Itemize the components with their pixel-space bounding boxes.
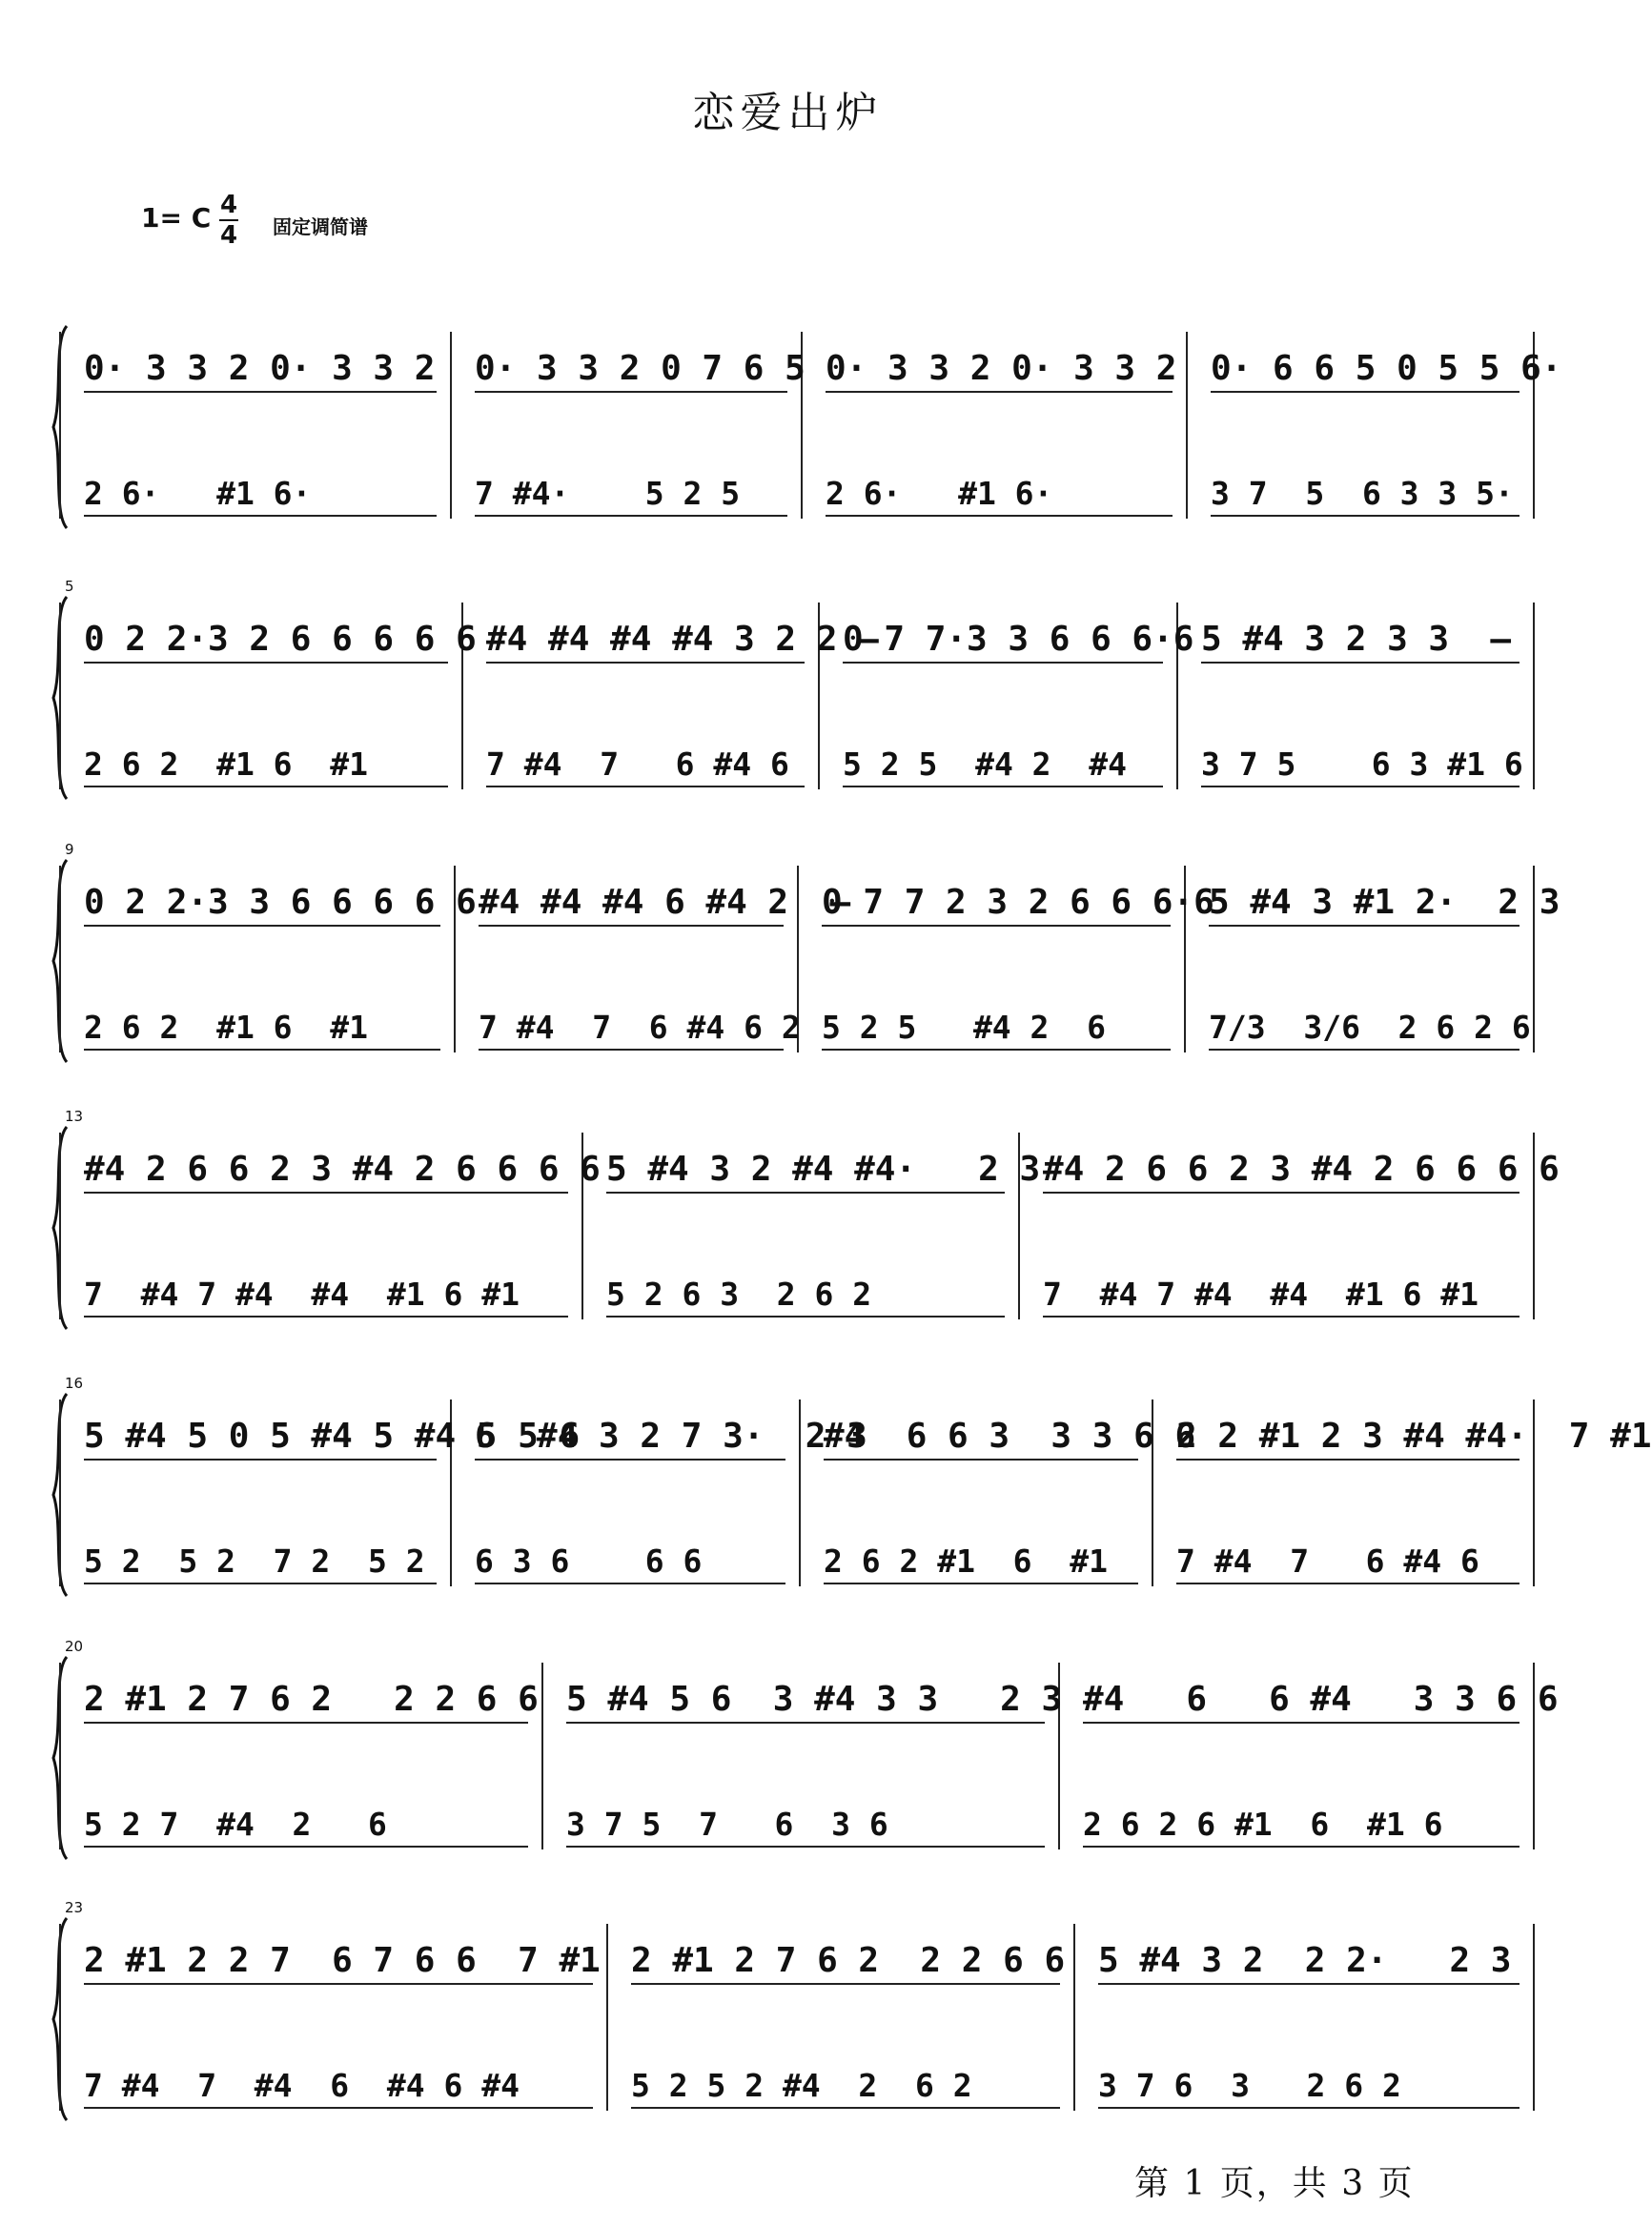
beam-underline [475, 515, 787, 517]
beam-underline [1043, 1192, 1519, 1194]
melody-notes: 0 2 2·3 3 6 6 6 6 6 [84, 883, 477, 922]
barline [59, 1133, 61, 1319]
melody-notes: 2 #1 2 7 6 2 2 2 6 6 [631, 1941, 1066, 1980]
accompaniment-notes: 2 6· #1 6· [826, 475, 1053, 512]
measure-number: 5 [65, 578, 74, 595]
beam-underline [1043, 1316, 1519, 1318]
measure [475, 322, 806, 532]
accompaniment-notes: 5 2 5 #4 2 6 [822, 1009, 1107, 1046]
melody-notes: 0 7 7·3 3 6 6 6·6 [843, 620, 1194, 659]
barline [1073, 1924, 1075, 2111]
melody-notes: 0 7 7 2 3 2 6 6 6·6 [822, 883, 1214, 922]
accompaniment-notes: 5 2 5 2 #4 2 6 2 [631, 2067, 972, 2104]
beam-underline [606, 1192, 1005, 1194]
accompaniment-notes: 7 #4 7 #4 #4 #1 6 #1 [1043, 1276, 1479, 1313]
measure [631, 1914, 1066, 2124]
beam-underline [84, 1983, 593, 1985]
measure [1209, 856, 1560, 1066]
beam-underline [826, 515, 1173, 517]
measure [824, 1390, 1196, 1600]
measure [486, 593, 879, 803]
key-signature: 1= C [141, 202, 212, 234]
beam-underline [475, 391, 787, 393]
barline [59, 1663, 61, 1849]
accompaniment-notes: 2 6 2 #1 6 #1 [84, 746, 369, 783]
measure [1083, 1653, 1559, 1863]
beam-underline [1209, 1049, 1519, 1051]
measure [826, 322, 1177, 532]
beam-underline [479, 925, 784, 927]
system [50, 1108, 1560, 1333]
accompaniment-notes: 7 #4 7 6 #4 6 [1176, 1543, 1479, 1580]
beam-underline [606, 1316, 1005, 1318]
accompaniment-notes: 7 #4 7 #4 6 #4 6 #4 [84, 2067, 520, 2104]
melody-notes: 0· 6 6 5 0 5 5 6· [1211, 349, 1562, 388]
measure [606, 1123, 1041, 1333]
accompaniment-notes: 5 2 7 #4 2 6 [84, 1806, 387, 1843]
melody-notes: 0· 3 3 2 0· 3 3 2 [826, 349, 1177, 388]
barline [450, 332, 452, 519]
measure-number: 13 [65, 1108, 84, 1125]
measure [479, 856, 851, 1066]
beam-underline [475, 1583, 785, 1584]
measure [1176, 1390, 1652, 1600]
measure [1098, 1914, 1519, 2124]
melody-notes: 5 #4 3 2 3 3 – [1201, 620, 1512, 659]
beam-underline [84, 515, 437, 517]
beam-underline [1201, 786, 1519, 787]
beam-underline [1211, 515, 1519, 517]
melody-notes: #4 #4 #4 6 #4 2 – [479, 883, 851, 922]
beam-underline [1083, 1722, 1519, 1724]
beam-underline [824, 1459, 1138, 1461]
barline [1186, 332, 1188, 519]
accompaniment-notes: 7 #4 7 6 #4 6 [486, 746, 789, 783]
system [50, 1375, 1652, 1600]
system [50, 1638, 1559, 1863]
melody-notes: #4 2 6 6 2 3 #4 2 6 6 6 6 [84, 1150, 601, 1189]
beam-underline [486, 786, 805, 787]
accompaniment-notes: 6 3 6 6 6 [475, 1543, 703, 1580]
notation-type: 固定调简谱 [273, 215, 368, 238]
beam-underline [824, 1583, 1138, 1584]
beam-underline [84, 391, 437, 393]
melody-notes: 0 2 2·3 2 6 6 6 6 6 [84, 620, 477, 659]
accompaniment-notes: 5 2 5 2 7 2 5 2 [84, 1543, 425, 1580]
measure [1043, 1123, 1560, 1333]
beam-underline [84, 1846, 528, 1848]
melody-notes: #4 6 6 3 3 3 6 6 [824, 1417, 1196, 1456]
system [50, 841, 1560, 1066]
beam-underline [475, 1459, 785, 1461]
barline [59, 603, 61, 789]
melody-notes: #4 #4 #4 #4 3 2 2 – [486, 620, 879, 659]
barline [606, 1924, 608, 2111]
beam-underline [566, 1846, 1045, 1848]
beam-underline [84, 1049, 440, 1051]
beam-underline [566, 1722, 1045, 1724]
accompaniment-notes: 5 2 5 #4 2 #4 [843, 746, 1128, 783]
barline [59, 866, 61, 1052]
accompaniment-notes: 3 7 5 6 3 #1 6 [1201, 746, 1523, 783]
beam-underline [1098, 2107, 1519, 2109]
time-signature [217, 191, 240, 250]
barline [1533, 1924, 1535, 2111]
measure [566, 1653, 1063, 1863]
melody-notes: 2 #1 2 2 7 6 7 6 6 7 #1 [84, 1941, 601, 1980]
beam-underline [822, 925, 1171, 927]
measure-number: 9 [65, 841, 74, 858]
beam-underline [1083, 1846, 1519, 1848]
beam-underline [843, 662, 1163, 664]
melody-notes: 2 2 #1 2 3 #4 #4· 7 #1 [1176, 1417, 1652, 1456]
melody-notes: 5 #4 3 2 2 2· 2 3 [1098, 1941, 1512, 1980]
beam-underline [84, 786, 448, 787]
system [50, 578, 1537, 803]
beam-underline [631, 1983, 1060, 1985]
beam-underline [84, 1722, 528, 1724]
accompaniment-notes: 2 6 2 #1 6 #1 [84, 1009, 369, 1046]
melody-notes: 5 #4 3 #1 2· 2 3 [1209, 883, 1560, 922]
beam-underline [822, 1049, 1171, 1051]
accompaniment-notes: 5 2 6 3 2 6 2 [606, 1276, 872, 1313]
beam-underline [84, 1459, 437, 1461]
accompaniment-notes: 3 7 5 7 6 3 6 [566, 1806, 888, 1843]
melody-notes: 5 #4 3 2 #4 #4· 2 3 [606, 1150, 1041, 1189]
beam-underline [84, 2107, 593, 2109]
measure [84, 856, 477, 1066]
melody-notes: 6 #4 3 2 7 3· 2 3 [475, 1417, 867, 1456]
measure [84, 1390, 581, 1600]
beam-underline [826, 391, 1173, 393]
beam-underline [631, 2107, 1060, 2109]
measure [84, 322, 437, 532]
measure-number: 23 [65, 1899, 84, 1916]
measure-number: 20 [65, 1638, 84, 1655]
time-signature-top: 4 [219, 191, 238, 219]
accompaniment-notes: 2 6 2 6 #1 6 #1 6 [1083, 1806, 1443, 1843]
beam-underline [84, 925, 440, 927]
accompaniment-notes: 7 #4· 5 2 5 [475, 475, 741, 512]
accompaniment-notes: 7 #4 7 #4 #4 #1 6 #1 [84, 1276, 520, 1313]
beam-underline [1209, 925, 1519, 927]
measure [822, 856, 1214, 1066]
beam-underline [486, 662, 805, 664]
beam-underline [1211, 391, 1519, 393]
accompaniment-notes: 2 6· #1 6· [84, 475, 312, 512]
barline [59, 1924, 61, 2111]
melody-notes: 0· 3 3 2 0· 3 3 2 [84, 349, 436, 388]
melody-notes: 5 #4 5 0 5 #4 5 #4 5 5 6 [84, 1417, 581, 1456]
barline [59, 1400, 61, 1586]
melody-notes: 0· 3 3 2 0 7 6 5 [475, 349, 806, 388]
page-indicator: 第 1 页，共 3 页 [1134, 2164, 1415, 2203]
beam-underline [479, 1049, 784, 1051]
beam-underline [84, 1192, 568, 1194]
measure [1201, 593, 1523, 803]
beam-underline [1176, 1459, 1519, 1461]
measure [1211, 322, 1562, 532]
melody-notes: 2 #1 2 7 6 2 2 2 6 6 [84, 1680, 539, 1719]
beam-underline [843, 786, 1163, 787]
accompaniment-notes: 7 #4 7 6 #4 6 2 [479, 1009, 801, 1046]
score-title: 恋爱出炉 [692, 89, 884, 137]
barline [59, 332, 61, 519]
barline [541, 1663, 543, 1849]
beam-underline [84, 1316, 568, 1318]
beam-underline [84, 1583, 437, 1584]
melody-notes: 5 #4 5 6 3 #4 3 3 2 3 [566, 1680, 1063, 1719]
measure [84, 593, 477, 803]
accompaniment-notes: 7/3 3/6 2 6 2 6 [1209, 1009, 1531, 1046]
measure [475, 1390, 867, 1600]
barline [1533, 603, 1535, 789]
system [50, 322, 1562, 532]
measure [84, 1914, 601, 2124]
beam-underline [1201, 662, 1519, 664]
measure [84, 1123, 601, 1333]
measure [843, 593, 1194, 803]
time-signature-bottom: 4 [219, 221, 238, 250]
melody-notes: #4 2 6 6 2 3 #4 2 6 6 6 6 [1043, 1150, 1560, 1189]
measure-number: 16 [65, 1375, 84, 1392]
system [50, 1899, 1537, 2124]
accompaniment-notes: 3 7 5 6 3 3 5· [1211, 475, 1514, 512]
melody-notes: #4 6 6 #4 3 3 6 6 [1083, 1680, 1559, 1719]
beam-underline [1176, 1583, 1519, 1584]
accompaniment-notes: 3 7 6 3 2 6 2 [1098, 2067, 1401, 2104]
beam-underline [1098, 1983, 1519, 1985]
accompaniment-notes: 2 6 2 #1 6 #1 [824, 1543, 1109, 1580]
beam-underline [84, 662, 448, 664]
measure [84, 1653, 539, 1863]
